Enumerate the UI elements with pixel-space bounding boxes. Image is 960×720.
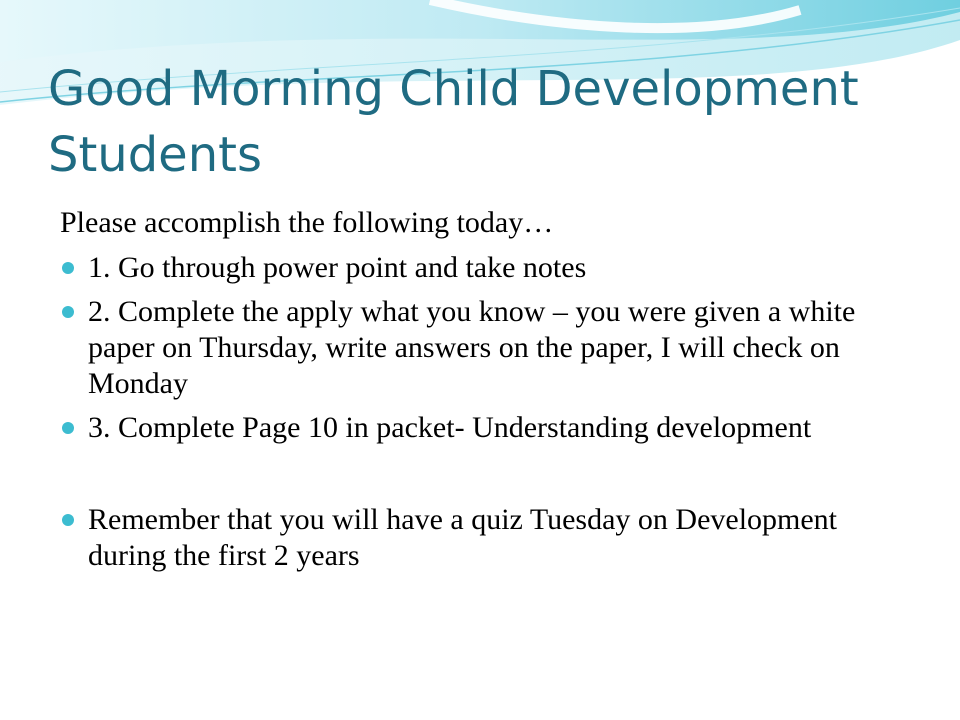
slide-body bbox=[60, 204, 920, 582]
bullet-text: 3. Complete Page 10 in packet- Understanding development bbox=[88, 411, 812, 444]
bullet-item bbox=[60, 502, 920, 574]
bullet-text: 2. Complete the apply what you know – you were given a white paper on Thursday, write answers on the paper, I will check on Monday bbox=[88, 295, 856, 400]
bullet-text: 1. Go through power point and take notes bbox=[88, 251, 587, 284]
title-line-1: Good Morning Child Development bbox=[48, 61, 859, 117]
title-line-2: Students bbox=[48, 127, 262, 183]
slide-title bbox=[48, 56, 928, 188]
bullet-icon bbox=[62, 514, 74, 526]
bullet-item bbox=[60, 250, 920, 286]
intro-text: Please accomplish the following today… bbox=[60, 206, 554, 239]
bullet-icon bbox=[62, 306, 74, 318]
bullet-icon bbox=[62, 422, 74, 434]
bullet-text: Remember that you will have a quiz Tuesday on Development during the first 2 years bbox=[88, 503, 838, 572]
bullet-item bbox=[60, 410, 920, 446]
bullet-item bbox=[60, 294, 920, 402]
bullet-icon bbox=[62, 262, 74, 274]
bullet-list bbox=[60, 250, 920, 574]
